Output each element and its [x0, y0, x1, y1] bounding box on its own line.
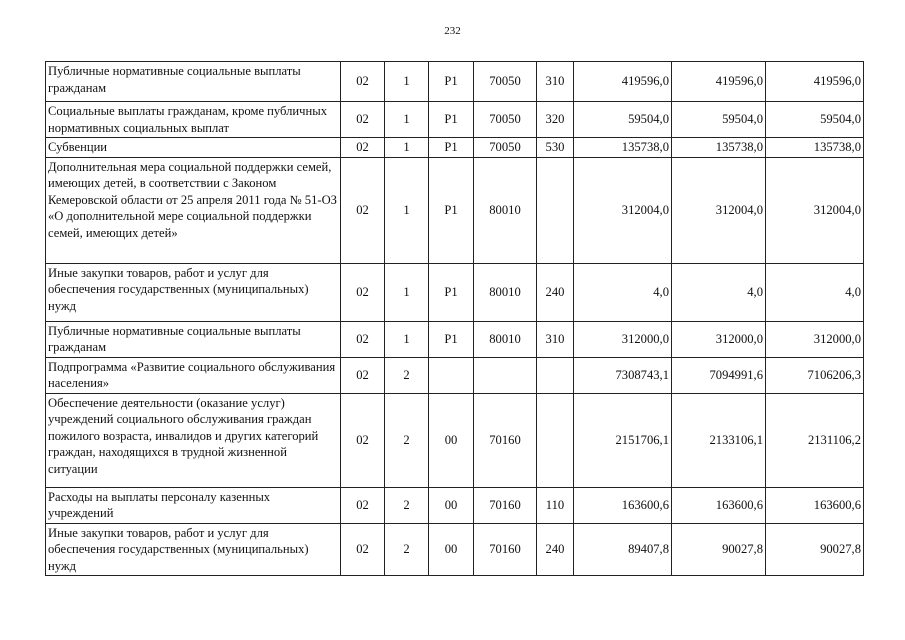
amount-year-3: 312004,0: [766, 157, 864, 263]
table-row: [46, 523, 864, 576]
amount-year-3: 135738,0: [766, 138, 864, 158]
amount-year-3: 90027,8: [766, 523, 864, 576]
code-expense-type: 310: [537, 62, 574, 102]
code-subprogram: 1: [385, 138, 429, 158]
amount-year-1: 2151706,1: [574, 393, 672, 487]
code-program-part: Р1: [429, 321, 474, 357]
amount-year-2: 312000,0: [672, 321, 766, 357]
code-direction: 70050: [474, 102, 537, 138]
code-direction: 70050: [474, 138, 537, 158]
row-name: Подпрограмма «Развитие социального обслуживания населения»: [46, 357, 341, 393]
amount-year-2: 4,0: [672, 263, 766, 321]
table-row: [46, 62, 864, 102]
code-ministry: 02: [341, 102, 385, 138]
amount-year-2: 163600,6: [672, 487, 766, 523]
code-direction: 80010: [474, 263, 537, 321]
code-subprogram: 1: [385, 62, 429, 102]
amount-year-3: 7106206,3: [766, 357, 864, 393]
code-subprogram: 2: [385, 357, 429, 393]
code-program-part: 00: [429, 523, 474, 576]
amount-year-1: 312000,0: [574, 321, 672, 357]
code-subprogram: 1: [385, 321, 429, 357]
amount-year-2: 135738,0: [672, 138, 766, 158]
amount-year-3: 59504,0: [766, 102, 864, 138]
code-program-part: Р1: [429, 157, 474, 263]
table-row: [46, 157, 864, 263]
amount-year-3: 4,0: [766, 263, 864, 321]
amount-year-3: 312000,0: [766, 321, 864, 357]
amount-year-2: 2133106,1: [672, 393, 766, 487]
code-ministry: 02: [341, 321, 385, 357]
amount-year-3: 163600,6: [766, 487, 864, 523]
amount-year-1: 419596,0: [574, 62, 672, 102]
code-expense-type: [537, 393, 574, 487]
code-expense-type: [537, 157, 574, 263]
code-direction: 70160: [474, 487, 537, 523]
table-row: [46, 321, 864, 357]
amount-year-2: 90027,8: [672, 523, 766, 576]
amount-year-3: 2131106,2: [766, 393, 864, 487]
code-program-part: Р1: [429, 102, 474, 138]
table-row: [46, 487, 864, 523]
code-ministry: 02: [341, 263, 385, 321]
code-program-part: 00: [429, 393, 474, 487]
amount-year-2: 312004,0: [672, 157, 766, 263]
amount-year-3: 419596,0: [766, 62, 864, 102]
row-name: Дополнительная мера социальной поддержки семей, имеющих детей, в соответствии с Законом Кемеровской области от 25 апреля 2011 года № 51-ОЗ «О дополнительной мере социальной поддержки семей, имеющих детей»: [46, 157, 341, 263]
row-name: Иные закупки товаров, работ и услуг для обеспечения государственных (муниципальных) нужд: [46, 263, 341, 321]
code-direction: 80010: [474, 321, 537, 357]
code-subprogram: 2: [385, 523, 429, 576]
amount-year-2: 59504,0: [672, 102, 766, 138]
row-name: Обеспечение деятельности (оказание услуг) учреждений социального обслуживания граждан пожилого возраста, инвалидов и других категорий граждан, находящихся в трудной жизненной ситуации: [46, 393, 341, 487]
code-ministry: 02: [341, 393, 385, 487]
table-row: [46, 393, 864, 487]
page-number: 232: [444, 25, 461, 37]
row-name: Иные закупки товаров, работ и услуг для обеспечения государственных (муниципальных) нужд: [46, 523, 341, 576]
code-program-part: Р1: [429, 138, 474, 158]
amount-year-2: 7094991,6: [672, 357, 766, 393]
table-row: [46, 102, 864, 138]
code-expense-type: 530: [537, 138, 574, 158]
code-expense-type: 110: [537, 487, 574, 523]
code-expense-type: 240: [537, 523, 574, 576]
code-program-part: 00: [429, 487, 474, 523]
code-ministry: 02: [341, 357, 385, 393]
code-subprogram: 1: [385, 263, 429, 321]
amount-year-1: 7308743,1: [574, 357, 672, 393]
code-expense-type: 320: [537, 102, 574, 138]
row-name: Расходы на выплаты персоналу казенных учреждений: [46, 487, 341, 523]
amount-year-1: 89407,8: [574, 523, 672, 576]
amount-year-2: 419596,0: [672, 62, 766, 102]
row-name: Социальные выплаты гражданам, кроме публичных нормативных социальных выплат: [46, 102, 341, 138]
row-name: Публичные нормативные социальные выплаты гражданам: [46, 321, 341, 357]
code-direction: 80010: [474, 157, 537, 263]
code-ministry: 02: [341, 523, 385, 576]
code-expense-type: 240: [537, 263, 574, 321]
amount-year-1: 135738,0: [574, 138, 672, 158]
code-direction: [474, 357, 537, 393]
table-row: [46, 263, 864, 321]
row-name: Субвенции: [46, 138, 341, 158]
code-program-part: [429, 357, 474, 393]
code-ministry: 02: [341, 138, 385, 158]
row-name: Публичные нормативные социальные выплаты гражданам: [46, 62, 341, 102]
code-ministry: 02: [341, 157, 385, 263]
code-expense-type: [537, 357, 574, 393]
amount-year-1: 312004,0: [574, 157, 672, 263]
amount-year-1: 4,0: [574, 263, 672, 321]
table-row: [46, 138, 864, 158]
budget-table: [45, 61, 864, 576]
code-direction: 70160: [474, 393, 537, 487]
code-subprogram: 2: [385, 487, 429, 523]
code-direction: 70050: [474, 62, 537, 102]
code-subprogram: 2: [385, 393, 429, 487]
code-subprogram: 1: [385, 157, 429, 263]
code-program-part: Р1: [429, 263, 474, 321]
amount-year-1: 163600,6: [574, 487, 672, 523]
code-expense-type: 310: [537, 321, 574, 357]
code-ministry: 02: [341, 487, 385, 523]
code-ministry: 02: [341, 62, 385, 102]
code-direction: 70160: [474, 523, 537, 576]
amount-year-1: 59504,0: [574, 102, 672, 138]
code-subprogram: 1: [385, 102, 429, 138]
code-program-part: Р1: [429, 62, 474, 102]
table-row: [46, 357, 864, 393]
